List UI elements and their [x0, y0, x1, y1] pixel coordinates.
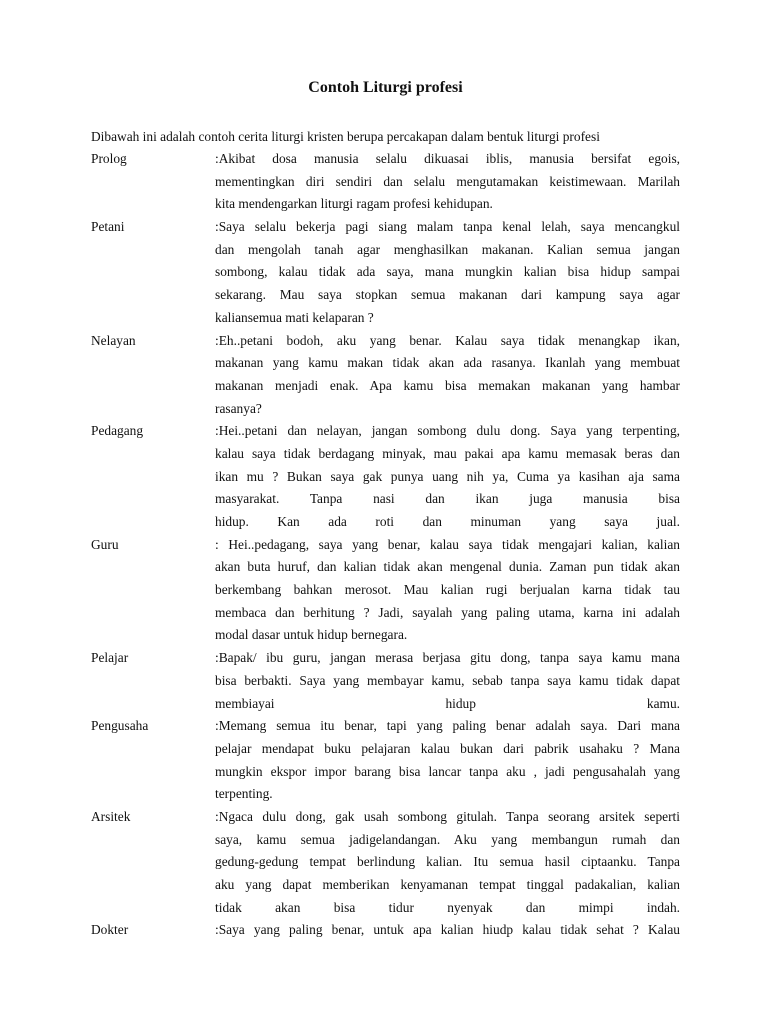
dialogue-line: modal dasar untuk hidup bernegara.: [215, 627, 408, 643]
dialogue-entry: [91, 919, 680, 942]
dialogue-line: :Memang semua itu benar, tapi yang paling benar adalah saya. Dari mana: [215, 718, 680, 734]
speaker-label: Prolog: [91, 151, 127, 166]
speaker-lines: [215, 420, 680, 533]
dialogue-entry: [91, 647, 680, 715]
dialogue-line: membiayai hidup kamu.: [215, 695, 680, 711]
dialogue-line: dan mengolah tanah agar menghasilkan makanan. Kalian semua jangan: [215, 241, 680, 257]
speaker-label: Petani: [91, 219, 125, 235]
dialogue-line: :Eh..petani bodoh, aku yang benar. Kalau saya tidak menangkap ikan,: [215, 332, 680, 348]
dialogue-line: tidak akan bisa tidur nyenyak dan mimpi indah.: [215, 899, 680, 915]
speaker-lines: [215, 534, 680, 647]
dialogue-line: : Hei..pedagang, saya yang benar, kalau saya tidak mengajari kalian, kalian: [215, 536, 680, 552]
page-title: Contoh Liturgi profesi: [308, 79, 463, 96]
dialogue-line: aku yang dapat memberikan kenyamanan tempat tinggal padakalian, kalian: [215, 877, 680, 892]
speaker-lines: [215, 148, 680, 216]
dialogue-entry: [91, 330, 680, 421]
dialogue-line: saya, kamu semua jadigelandangan. Aku yang membangun rumah dan: [215, 831, 680, 847]
dialogue-line: makanan menjadi enak. Apa kamu bisa memakan makanan yang hambar: [215, 377, 680, 393]
dialogue-line: masyarakat. Tanpa nasi dan ikan juga manusia bisa: [215, 491, 680, 507]
dialogue-line: kalau saya tidak berdagang minyak, mau pakai apa kamu memasak beras dan: [215, 445, 680, 461]
dialogue-line: :Saya selalu bekerja pagi siang malam tanpa kenal lelah, saya mencangkul: [215, 219, 680, 235]
speaker-lines: [215, 919, 680, 942]
speaker-label: Guru: [91, 536, 119, 552]
speaker-lines: [215, 330, 680, 421]
dialogue-line: hidup. Kan ada roti dan minuman yang saya jual.: [215, 514, 680, 529]
dialogue-entry: [91, 420, 680, 533]
dialogue-entry: [91, 148, 680, 216]
dialogue-line: mementingkan diri sendiri dan selalu mengutamakan keistimewaan. Marilah: [215, 173, 680, 189]
dialogue-line: berkembang bahkan merosot. Mau kalian rugi berjualan karna tidak tau: [215, 582, 680, 598]
dialogue-line: kita mendengarkan liturgi ragam profesi kehidupan.: [215, 196, 493, 212]
speaker-label: Arsitek: [91, 808, 131, 824]
dialogue-line: :Ngaca dulu dong, gak usah sombong gitulah. Tanpa seorang arsitek seperti: [215, 808, 680, 824]
speaker-label: Pelajar: [91, 650, 129, 666]
dialogue-line: rasanya?: [215, 400, 262, 416]
dialogue-line: ikan mu ? Bukan saya gak punya uang nih ya, Cuma ya kasihan aja sama: [215, 468, 680, 484]
dialogue-line: bisa berbakti. Saya yang membayar kamu, sebab tanpa saya kamu tidak dapat: [215, 672, 680, 688]
dialogue-line: membaca dan berhitung ? Jadi, sayalah yang paling utama, karna ini adalah: [215, 604, 680, 620]
dialogue-line: akan buta huruf, dan kalian tidak akan mengenal dunia. Zaman pun tidak akan: [215, 559, 680, 575]
dialogue-line: makanan yang kamu makan tidak akan ada rasanya. Ikanlah yang membuat: [215, 355, 680, 371]
dialogue-line: :Bapak/ ibu guru, jangan merasa berjasa gitu dong, tanpa saya kamu mana: [215, 650, 680, 666]
dialogue-line: terpenting.: [215, 786, 273, 802]
dialogue-entry: [91, 715, 680, 806]
dialogue-line: sekarang. Mau saya stopkan semua makanan dari kampung saya agar: [215, 287, 680, 303]
dialogue-entry: [91, 806, 680, 919]
speaker-label: Nelayan: [91, 332, 136, 348]
speaker-lines: [215, 715, 680, 806]
dialogue-line: sombong, kalau tidak ada saya, mana mungkin kalian bisa hidup sampai: [215, 264, 680, 280]
speaker-label: Pengusaha: [91, 718, 149, 734]
speaker-lines: [215, 647, 680, 715]
dialogue-line: :Hei..petani dan nelayan, jangan sombong dulu dong. Saya yang terpenting,: [215, 423, 680, 439]
dialogue-entry: [91, 534, 680, 647]
dialogue-line: :Saya yang paling benar, untuk apa kalian hiudp kalau tidak sehat ? Kalau: [215, 922, 680, 938]
dialogue-line: :Akibat dosa manusia selalu dikuasai iblis, manusia bersifat egois,: [215, 151, 680, 166]
dialogue-line: gedung-gedung tempat berlindung kalian. Itu semua hasil ciptaanku. Tanpa: [215, 854, 680, 870]
speaker-lines: [215, 216, 680, 329]
dialogue-entry: [91, 216, 680, 329]
dialogue-line: pelajar mendapat buku pelajaran kalau bukan dari pabrik usahaku ? Mana: [215, 740, 680, 756]
speaker-lines: [215, 806, 680, 919]
intro-paragraph: Dibawah ini adalah contoh cerita liturgi kristen berupa percakapan dalam bentuk liturgi profesi: [91, 129, 600, 144]
speaker-label: Pedagang: [91, 423, 144, 439]
speaker-label: Dokter: [91, 922, 129, 938]
dialogue-line: mungkin ekspor impor barang bisa lancar tanpa aku , jadi pengusahalah yang: [215, 763, 680, 779]
dialogue-line: kaliansemua mati kelaparan ?: [215, 309, 374, 325]
dialogue-list: [91, 148, 680, 942]
